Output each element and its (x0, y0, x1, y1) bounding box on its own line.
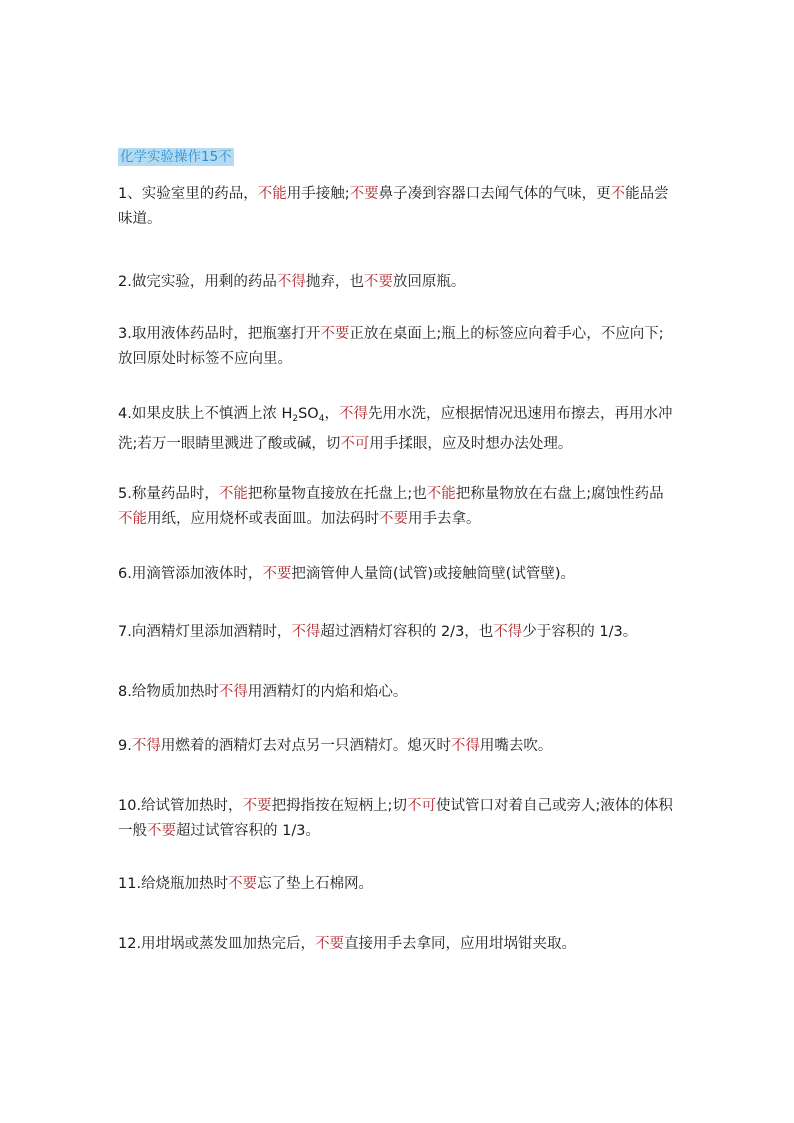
rule-text: 12.用坩埚或蒸发皿加热完后， (118, 936, 316, 952)
rule-text: 3.取用液体药品时，把瓶塞打开 (118, 326, 321, 342)
rule-text: 用手去拿。 (408, 511, 481, 527)
rule-text: 用纸，应用烧杯或表面皿。加法码时 (147, 511, 379, 527)
prohibition-word: 不得 (218, 684, 248, 700)
rule-item (118, 562, 678, 587)
prohibition-word: 不得 (291, 624, 321, 640)
rule-text: 用嘴去吹。 (479, 738, 553, 754)
prohibition-word: 不得 (131, 738, 161, 754)
rule-text: 能品尝味道。 (118, 186, 669, 227)
rule-text: 先用水洗，应根据情况迅速用布擦去，再用水冲洗;若万一眼睛里溅进了酸或碱，切 (118, 406, 673, 452)
prohibition-word: 不要 (349, 186, 379, 202)
rule-item (118, 482, 678, 532)
rule-text: 4.如果皮肤上不慎洒上浓 H (118, 406, 293, 422)
prohibition-word: 不能 (257, 186, 287, 202)
rule-text: ， (324, 406, 339, 422)
prohibition-word: 不 (610, 186, 626, 202)
rule-item (118, 794, 678, 844)
document-title: 化学实验操作15不 (120, 149, 232, 165)
prohibition-word: 不要 (320, 326, 350, 342)
rule-item (118, 270, 678, 295)
rule-text: 7.向酒精灯里添加酒精时， (118, 624, 292, 640)
rule-text: 用酒精灯的内焰和焰心。 (247, 684, 408, 700)
rule-text: 使试管口对着自己或旁人;液体的体积一般 (118, 798, 673, 839)
rule-item (118, 322, 678, 372)
subscript: 2 (292, 414, 299, 424)
rule-text: 少于容积的 1/3。 (522, 624, 638, 640)
rule-item (118, 620, 678, 645)
rule-text: 正放在桌面上;瓶上的标签应向着手心，不应向下;放回原处时标签不应向里。 (118, 326, 664, 367)
rule-item (118, 734, 678, 759)
prohibition-word: 不要 (363, 274, 393, 290)
rule-text: SO (298, 406, 319, 422)
prohibition-word: 不得 (338, 406, 368, 422)
prohibition-word: 不要 (228, 876, 258, 892)
prohibition-word: 不要 (315, 936, 345, 952)
rule-text: 1、实验室里的药品， (118, 186, 258, 202)
rule-text: 6.用滴管添加液体时， (118, 566, 263, 582)
rule-text: 把拇指按在短柄上;切 (271, 798, 407, 814)
rule-item (118, 932, 678, 957)
rule-text: 5.称量药品时， (118, 486, 219, 502)
rule-text: 鼻子凑到容器口去闻气体的气味，更 (378, 186, 611, 202)
rule-text: 抛弃，也 (305, 274, 364, 290)
rule-text: 2.做完实验，用剩的药品 (118, 274, 277, 290)
rule-text: 超过酒精灯容积的 2/3，也 (320, 624, 494, 640)
rule-item (118, 182, 678, 232)
prohibition-word: 不能 (218, 486, 248, 502)
rule-text: 超过试管容积的 1/3。 (176, 823, 320, 839)
rule-text: 11.给烧瓶加热时 (118, 876, 229, 892)
rule-item (118, 680, 678, 705)
rule-text: 把滴管伸人量筒(试管)或接触筒壁(试管壁)。 (291, 566, 575, 582)
document-page (118, 146, 678, 952)
prohibition-word: 不得 (276, 274, 306, 290)
rule-text: 把称量物直接放在托盘上;也 (247, 486, 427, 502)
rule-text: 9. (118, 738, 132, 754)
prohibition-word: 不要 (242, 798, 272, 814)
rule-text: 用手接触; (286, 186, 350, 202)
prohibition-word: 不要 (147, 823, 176, 839)
rule-text: 用手揉眼，应及时想办法处理。 (369, 436, 573, 452)
prohibition-word: 不能 (426, 486, 456, 502)
rule-text: 8.给物质加热时 (118, 684, 219, 700)
prohibition-word: 不可 (340, 436, 370, 452)
rule-text: 把称量物放在右盘上;腐蚀性药品 (455, 486, 664, 502)
subscript: 4 (318, 414, 325, 424)
rule-item (118, 872, 678, 897)
prohibition-word: 不得 (493, 624, 523, 640)
rule-text: 放回原瓶。 (392, 274, 466, 290)
prohibition-word: 不可 (406, 798, 436, 814)
prohibition-word: 不得 (450, 738, 480, 754)
rule-text: 直接用手去拿同，应用坩埚钳夹取。 (344, 936, 577, 952)
prohibition-word: 不要 (379, 511, 408, 527)
prohibition-word: 不能 (118, 511, 147, 527)
rule-text: 用燃着的酒精灯去对点另一只酒精灯。熄灭时 (160, 738, 451, 754)
prohibition-word: 不要 (262, 566, 292, 582)
rule-text: 10.给试管加热时， (118, 798, 243, 814)
rule-item (118, 402, 678, 457)
rule-text: 忘了垫上石棉网。 (257, 876, 374, 892)
